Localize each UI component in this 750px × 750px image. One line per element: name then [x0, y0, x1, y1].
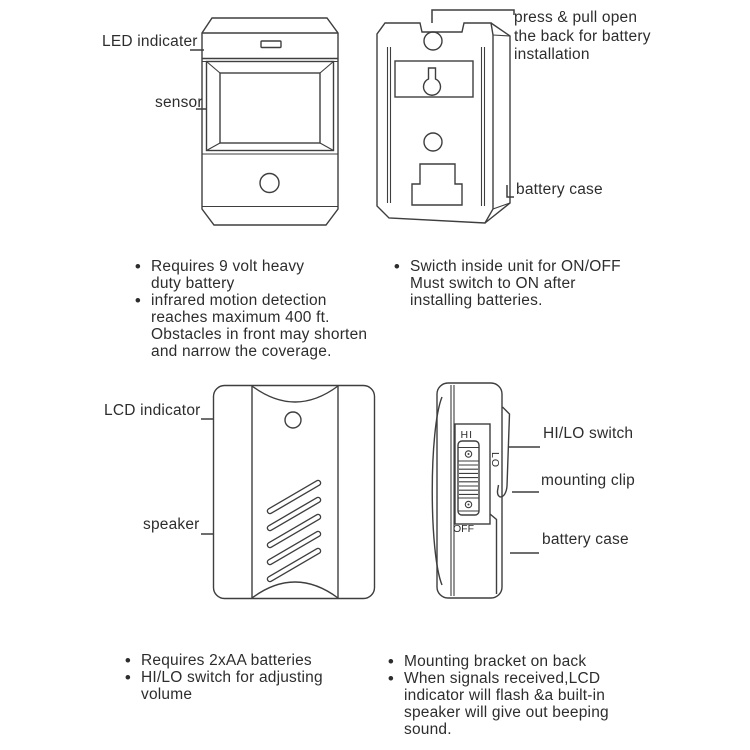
- receiver-side-drawing: [424, 381, 520, 601]
- keyhole-slot: [424, 68, 441, 95]
- receiver-notes-right: [385, 653, 609, 738]
- bullet-icon: •: [124, 651, 132, 670]
- off-marking: OFF: [453, 523, 474, 535]
- switch-ridges: [459, 465, 478, 494]
- bullet-icon: •: [387, 669, 395, 688]
- screw-hole-middle: [424, 133, 442, 151]
- lcd-indicator-label: LCD indicator: [104, 402, 201, 419]
- sensor-notes-right: [391, 258, 621, 309]
- led-window: [261, 41, 281, 48]
- sensor-front-outline: [202, 18, 338, 225]
- sensor-notes-left: [132, 258, 367, 360]
- speaker-label: speaker: [143, 516, 200, 533]
- note-on-off-switch: • Swicth inside unit for ON/OFF Must switch to ON after installing batteries.: [391, 258, 621, 309]
- led-indicator-label: LED indicater: [102, 33, 198, 50]
- bullet-icon: •: [393, 257, 401, 276]
- top-arc: [252, 386, 338, 402]
- sensor-front-drawing: [200, 17, 340, 229]
- receiver-notes-left: [122, 652, 323, 703]
- note-signal-behavior: • When signals received,LCD indicator will flash &a built-in speaker will give out beeping sound.: [385, 670, 609, 738]
- battery-cover-seam: [490, 514, 497, 594]
- keyhole-plate: [395, 61, 473, 97]
- test-button: [260, 174, 279, 193]
- sensor-label: sensor: [155, 94, 203, 111]
- bullet-icon: •: [134, 291, 142, 310]
- note-2xaa-batteries: • Requires 2xAA batteries: [122, 652, 323, 669]
- receiver-front-drawing: [212, 384, 376, 600]
- press-pull-note: press & pull open the back for battery installation: [514, 9, 651, 63]
- sensor-back-outline: [377, 23, 493, 223]
- sensor-window: [220, 73, 320, 143]
- sensor-back-drawing: [374, 10, 514, 232]
- lcd-indicator-light: [285, 412, 301, 428]
- sensor-window-frame: [207, 62, 334, 151]
- lo-marking: LO: [489, 452, 501, 469]
- note-infrared-range: • infrared motion detection reaches maximum 400 ft. Obstacles in front may shorten and narrow the coverage.: [132, 292, 367, 360]
- battery-case-label-bottom: battery case: [542, 531, 629, 548]
- screw-hole-top: [424, 32, 442, 50]
- hi-marking: HI: [460, 429, 473, 441]
- battery-case-label-top: battery case: [516, 181, 603, 198]
- sensor-back-sideface: [485, 23, 510, 223]
- battery-compartment-outline: [412, 164, 462, 205]
- bullet-icon: •: [124, 668, 132, 687]
- note-mounting-bracket: • Mounting bracket on back: [385, 653, 609, 670]
- bullet-icon: •: [387, 652, 395, 671]
- bullet-icon: •: [134, 257, 142, 276]
- speaker-grille: [270, 483, 318, 579]
- hilo-switch-label: HI/LO switch: [543, 425, 634, 442]
- note-hilo-volume: • HI/LO switch for adjusting volume: [122, 669, 323, 703]
- bottom-arc: [252, 582, 338, 598]
- mounting-clip-label: mounting clip: [541, 472, 635, 489]
- note-9v-battery: • Requires 9 volt heavy duty battery: [132, 258, 367, 292]
